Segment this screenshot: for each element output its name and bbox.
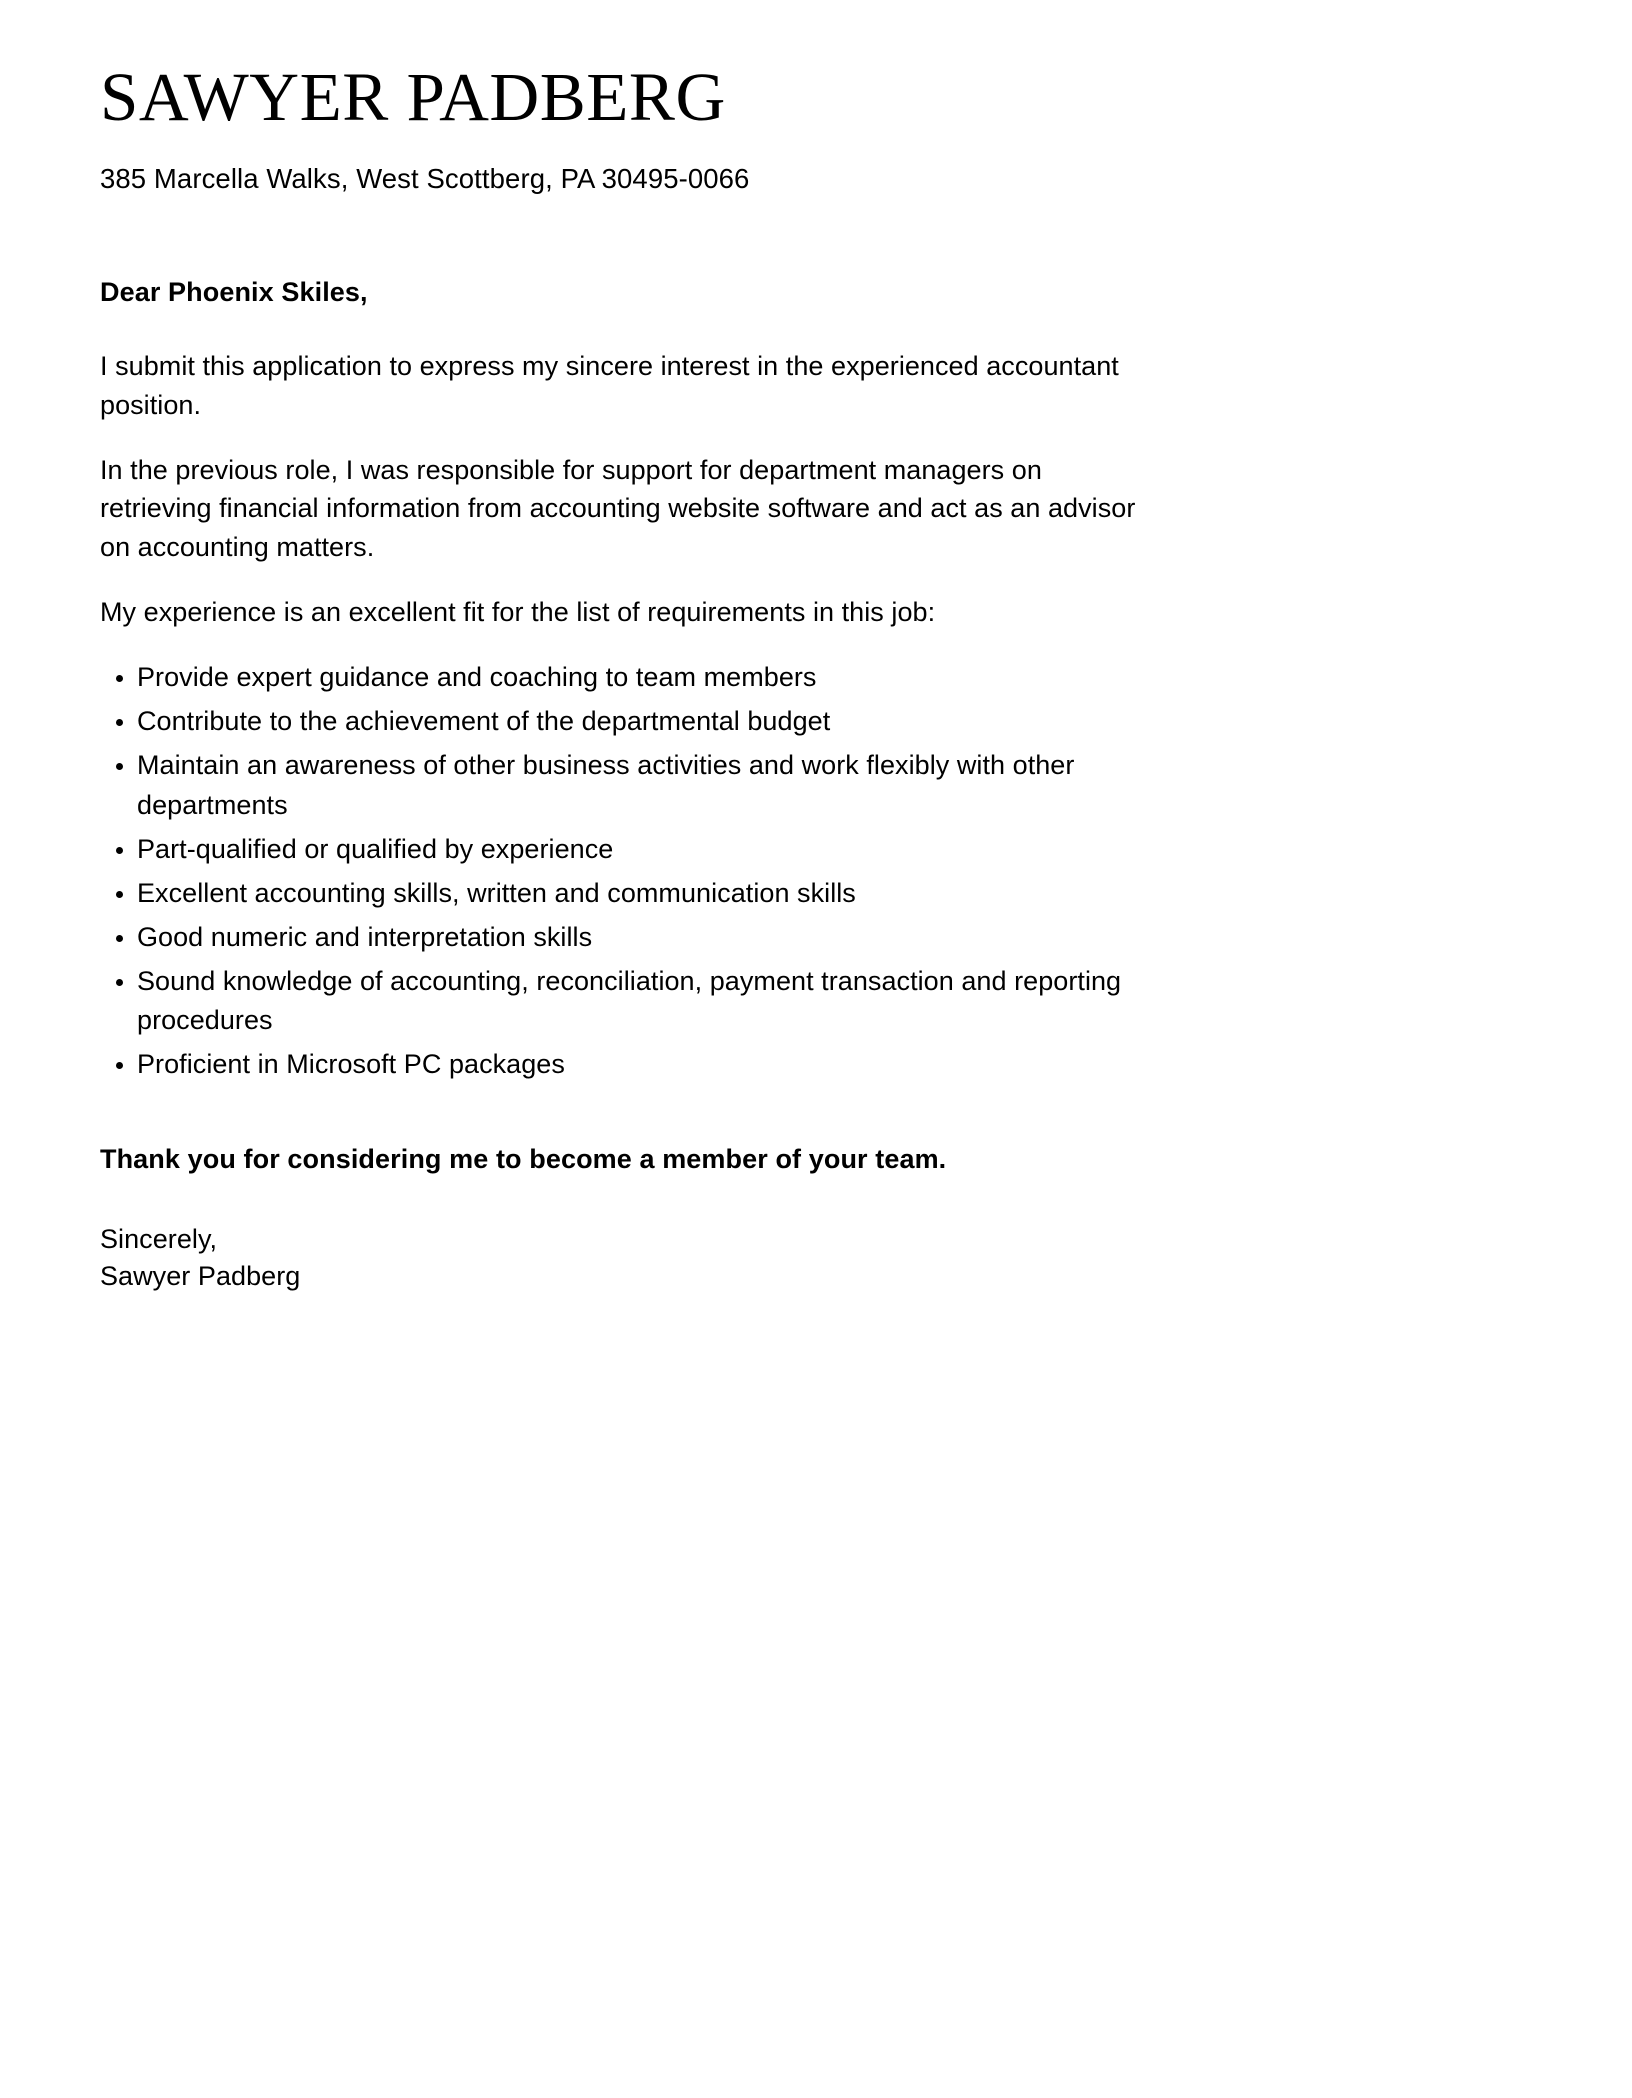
requirements-intro-paragraph: My experience is an excellent fit for the list of requirements in this job: [100,597,936,628]
list-item: Sound knowledge of accounting, reconciliation, payment transaction and reporting procedures [100,962,1140,1040]
intro-paragraph: I submit this application to express my sincere interest in the experienced accountant position. [100,350,1119,420]
list-item: Good numeric and interpretation skills [100,918,1140,957]
letter-body [100,197,1140,1295]
list-item: Part-qualified or qualified by experience [100,830,1140,869]
letter-content [100,0,1140,1294]
list-item: Excellent accounting skills, written and communication skills [100,874,1140,913]
signature-name: Sawyer Padberg [100,1260,301,1291]
applicant-name: SAWYER PADBERG [100,59,726,135]
list-item: Provide expert guidance and coaching to team members [100,658,1140,697]
salutation: Dear Phoenix Skiles, [100,276,368,307]
applicant-address: 385 Marcella Walks, West Scottberg, PA 30495-0066 [100,162,750,194]
closing-thank-you-line: Thank you for considering me to become a member of your team. [100,1144,947,1175]
list-item: Contribute to the achievement of the departmental budget [100,702,1140,741]
list-item: Proficient in Microsoft PC packages [100,1045,1140,1084]
signature-block [100,1221,1140,1294]
requirements-list [100,658,1140,1084]
sign-off: Sincerely, [100,1223,218,1254]
experience-paragraph: In the previous role, I was responsible for support for department managers on retrieving financial information from accounting website software and act as an advisor on accounting matters. [100,454,1136,563]
letter-header [100,0,1140,197]
list-item: Maintain an awareness of other business activities and work flexibly with other departments [100,746,1140,824]
